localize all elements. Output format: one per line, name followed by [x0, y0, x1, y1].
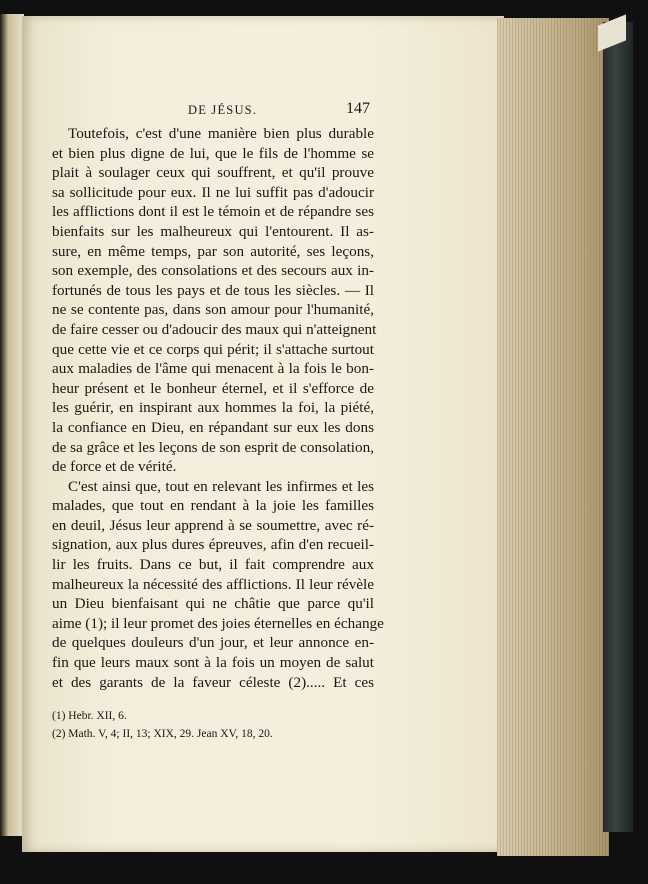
text-line: fortunés de tous les pays et de tous les siècles. — Il [52, 281, 374, 299]
text-line: lir les fruits. Dans ce but, il fait comprendre aux [52, 556, 374, 574]
text-line: sure, en même temps, par son autorité, ses leçons, [52, 242, 374, 260]
text-line: fin que leurs maux sont à la fois un moyen de salut [52, 654, 374, 672]
text-line: malheureux la nécessité des afflictions. Il leur révèle [52, 575, 374, 593]
text-line: C'est ainsi que, tout en relevant les infirmes et les [68, 477, 374, 495]
text-line: de sa grâce et les leçons de son esprit de consolation, [52, 438, 374, 456]
text-line: heur présent et le bonheur éternel, et il s'efforce de [52, 379, 374, 397]
text-line: ne se contente pas, dans son amour pour l'humanité, [52, 301, 374, 319]
text-line: plait à soulager ceux qui souffrent, et qu'il prouve [52, 164, 374, 182]
text-line: un Dieu bienfaisant qui ne châtie que parce qu'il [52, 595, 374, 613]
text-line: de faire cesser ou d'adoucir des maux qui n'atteignent [52, 320, 377, 338]
text-line: et des garants de la faveur céleste (2)..... Et ces [52, 673, 374, 691]
text-line: bienfaits sur les malheureux qui l'entourent. Il as- [52, 222, 374, 240]
text-line: la confiance en Dieu, en répandant sur eux les dons [52, 418, 374, 436]
text-line: sa sollicitude pour eux. Il ne lui suffit pas d'adoucir [52, 183, 374, 201]
text-line: Toutefois, c'est d'une manière bien plus durable [68, 125, 374, 142]
text-line: de force et de vérité. [52, 458, 177, 476]
text-line: son exemple, des consolations et des secours aux in- [52, 262, 374, 280]
book-cover-edge [603, 22, 633, 832]
footnotes [52, 707, 374, 743]
text-line: de quelques douleurs d'un jour, et leur annonce en- [52, 634, 374, 652]
body-text [52, 124, 384, 692]
text-line: que cette vie et ce corps qui périt; il s'attache surtout [52, 340, 374, 358]
page-number: 147 [346, 100, 370, 117]
text-line: en deuil, Jésus leur apprend à se soumettre, avec ré- [52, 516, 374, 534]
text-line: aime (1); il leur promet des joies éternelles en échange [52, 614, 384, 632]
footnote: (2) Math. V, 4; II, 13; XIX, 29. Jean XV, 18, 20. [52, 728, 273, 740]
running-head: DE JÉSUS. [188, 103, 258, 117]
left-page-edge [0, 14, 24, 836]
text-line: les afflictions dont il est le témoin et de répandre ses [52, 203, 374, 221]
text-line: les guérir, en inspirant aux hommes la foi, la piété, [52, 399, 374, 417]
text-line: signation, aux plus dures épreuves, afin d'en recueil- [52, 536, 374, 554]
text-line: malades, que tout en rendant à la joie les familles [52, 497, 374, 515]
text-line: aux maladies de l'âme qui menacent à la fois le bon- [52, 360, 374, 378]
page-fore-edge [497, 18, 609, 856]
text-line: et bien plus digne de lui, que le fils de l'homme se [52, 144, 374, 162]
footnote: (1) Hebr. XII, 6. [52, 710, 127, 722]
